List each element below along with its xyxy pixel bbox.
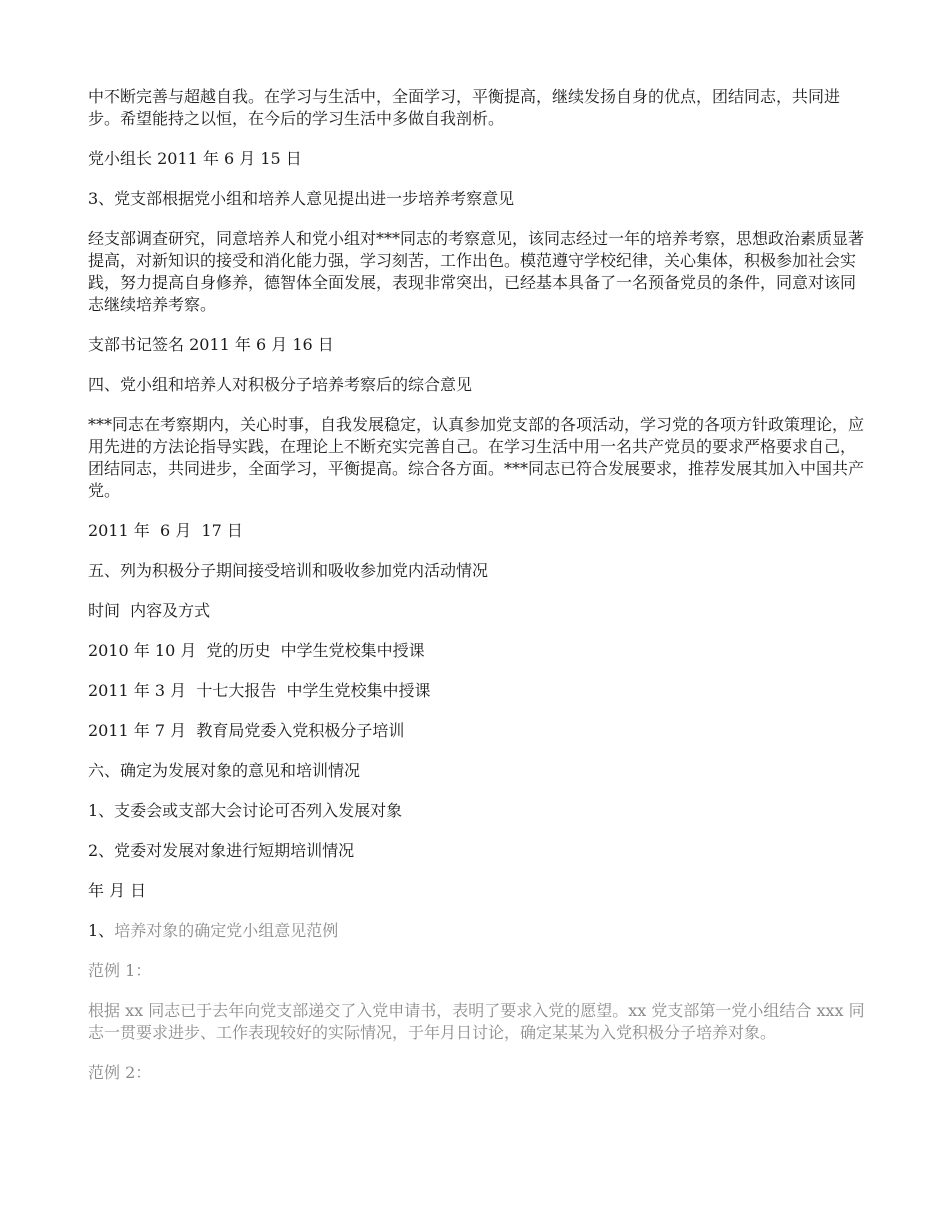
heading-section-six: 六、确定为发展对象的意见和培训情况: [88, 761, 361, 780]
item-committee-discussion: 1、支委会或支部大会讨论可否列入发展对象: [88, 801, 403, 820]
example-1-label: 范例 1：: [88, 961, 152, 980]
comprehensive-opinion-date: 2011 年 6 月 17 日: [88, 521, 243, 540]
training-table-header: 时间 内容及方式: [88, 601, 211, 620]
training-row-3: 2011 年 7 月 教育局党委入党积极分子培训: [88, 721, 405, 740]
item-short-term-training: 2、党委对发展对象进行短期培训情况: [88, 841, 355, 860]
example-1-text: 根据 xx 同志已于去年向党支部递交了入党申请书，表明了要求入党的愿望。xx 党支部第一党小组结合 xxx 同志一贯要求进步、工作表现较好的实际情况，于年月日讨论，确定某某为入党积极分子培养对象。: [88, 1001, 865, 1042]
heading-example-section: [88, 920, 868, 942]
training-row-2: 2011 年 3 月 十七大报告 中学生党校集中授课: [88, 681, 431, 700]
paragraph-comprehensive-opinion: ***同志在考察期内，关心时事，自我发展稳定，认真参加党支部的各项活动，学习党的各项方针政策理论，应用先进的方法论指导实践，在理论上不断充实完善自己。在学习生活中用一名共产党员的要求严格要求自己，团结同志，共同进步，全面学习，平衡提高。综合各方面。***同志已符合发展要求，推荐发展其加入中国共产党。: [88, 415, 865, 500]
group-leader-date: 党小组长 2011 年 6 月 15 日: [88, 149, 302, 168]
training-row-1: 2010 年 10 月 党的历史 中学生党校集中授课: [88, 641, 425, 660]
branch-secretary-signature-date: 支部书记签名 2011 年 6 月 16 日: [88, 335, 334, 354]
heading-section-four: 四、党小组和培养人对积极分子培养考察后的综合意见: [88, 375, 473, 394]
heading-section-five: 五、列为积极分子期间接受培训和吸收参加党内活动情况: [88, 561, 489, 580]
heading-example-text: 培养对象的确定党小组意见范例: [114, 921, 339, 940]
date-blank: 年 月 日: [88, 881, 147, 900]
paragraph-self-improvement: 中不断完善与超越自我。在学习与生活中，全面学习，平衡提高，继续发扬自身的优点，团结同志，共同进步。希望能持之以恒，在今后的学习生活中多做自我剖析。: [88, 87, 841, 128]
heading-example-number: 1、: [88, 921, 115, 940]
example-2-label: 范例 2：: [88, 1063, 152, 1082]
document-page: [88, 86, 868, 1102]
paragraph-branch-opinion: 经支部调查研究，同意培养人和党小组对***同志的考察意见，该同志经过一年的培养考察，思想政治素质显著提高，对新知识的接受和消化能力强，学习刻苦，工作出色。模范遵守学校纪律，关心集体，积极参加社会实践，努力提高自身修养，德智体全面发展，表现非常突出，已经基本具备了一名预备党员的条件，同意对该同志继续培养考察。: [88, 229, 865, 314]
heading-branch-opinion: 3、党支部根据党小组和培养人意见提出进一步培养考察意见: [88, 189, 515, 208]
